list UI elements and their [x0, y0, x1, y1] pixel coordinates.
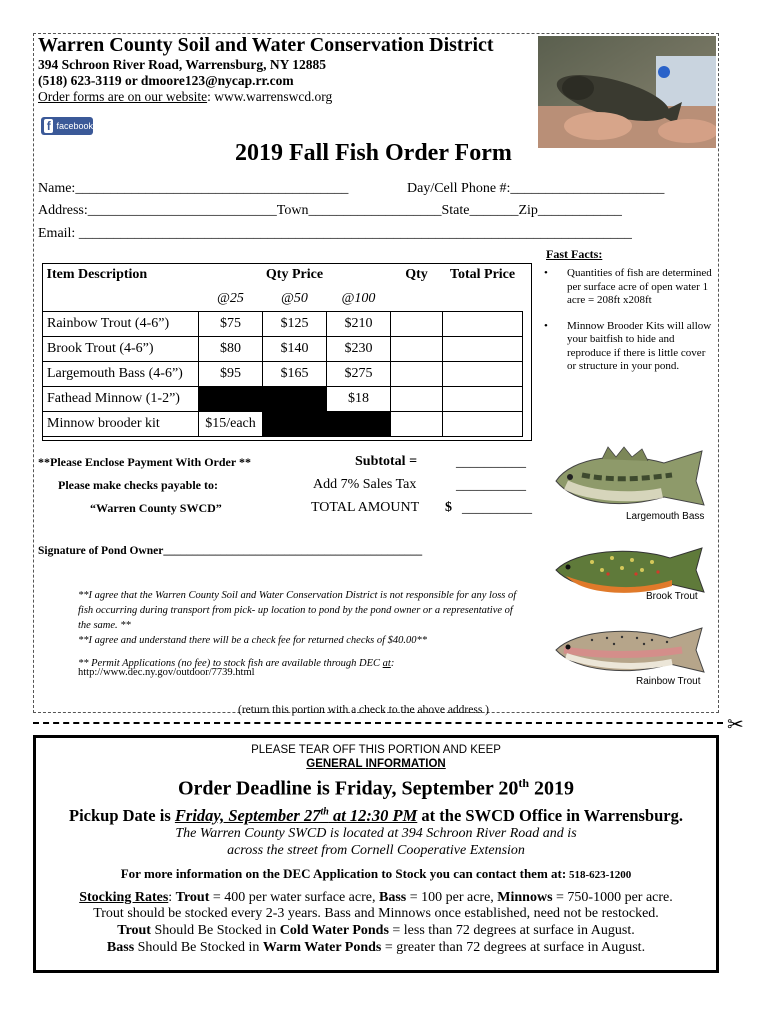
tax-label: Add 7% Sales Tax	[313, 477, 417, 492]
sub-header-100: @100	[341, 291, 376, 306]
restock-note: Trout should be stocked every 2-3 years. Bass and Minnows once established, need not be restocked.	[93, 906, 659, 921]
facebook-icon: f	[44, 119, 53, 133]
org-title: Warren County Soil and Water Conservation District	[38, 34, 494, 56]
bass-temp-text: Should Be Stocked in	[134, 940, 263, 955]
table-row	[43, 412, 523, 437]
website-label: Order forms are on our website	[38, 89, 208, 104]
trout-temp	[36, 923, 716, 939]
website-url: : www.warrenswcd.org	[207, 89, 333, 104]
blocked-cell	[263, 412, 327, 437]
qty-input[interactable]	[391, 362, 443, 387]
total-input[interactable]	[443, 362, 523, 387]
bass-temp-word: Bass	[106, 940, 135, 955]
brook-trout-label: Brook Trout	[646, 591, 698, 602]
blocked-cell	[199, 387, 263, 412]
general-info-heading: GENERAL INFORMATION	[306, 758, 446, 770]
fast-facts-title: Fast Facts:	[546, 247, 603, 261]
price-each: $15/each	[199, 412, 263, 437]
fast-fact-item: • Minnow Brooder Kits will allow your baitfish to hide and reproduce if there is little cover or structure in your pond.	[542, 320, 712, 374]
return-note: (return this portion with a check to the above address )	[238, 704, 490, 716]
permit-at: at	[382, 658, 391, 669]
pickup-suffix: th	[320, 806, 329, 818]
price-100: $210	[327, 312, 391, 337]
fish-photo	[538, 36, 716, 148]
col-qty-header: Qty	[405, 267, 428, 282]
checks-payable: Please make checks payable to:	[58, 478, 218, 492]
facebook-label: facebook	[56, 121, 93, 131]
permit-url[interactable]: http://www.dec.ny.gov/outdoor/7739.html	[78, 667, 255, 678]
price-50: $125	[263, 312, 327, 337]
sub-header-50: @50	[281, 291, 308, 306]
more-info-text: For more information on the DEC Application to Stock you can contact them at:	[120, 866, 567, 881]
phone-field[interactable]: Day/Cell Phone #:______________________	[407, 181, 665, 196]
price-100: $275	[327, 362, 391, 387]
qty-input[interactable]	[391, 412, 443, 437]
pickup-prefix: Pickup Date is	[69, 806, 175, 825]
org-contact: (518) 623-3119 or dmoore123@nycap.rr.com	[38, 73, 294, 88]
table-row	[43, 312, 523, 337]
pickup-date	[36, 806, 716, 826]
qty-input[interactable]	[391, 337, 443, 362]
col-item-header: Item Description	[46, 267, 148, 282]
total-input[interactable]: __________	[462, 501, 532, 516]
table-row	[43, 337, 523, 362]
sub-header-25: @25	[217, 291, 244, 306]
table-row	[43, 387, 523, 412]
warm-water-label: Warm Water Ponds	[262, 940, 382, 955]
agreement-liability: **I agree that the Warren County Soil and Water Conservation District is not responsible for any loss of fish occurring during transport from pick- up location to pond by the pond owner or a representative of the same. **	[78, 590, 517, 631]
more-info	[36, 866, 716, 882]
trout-temp-text: Should Be Stocked in	[150, 923, 280, 938]
cold-water-label: Cold Water Ponds	[279, 923, 389, 938]
cut-line	[33, 722, 723, 724]
payee: “Warren County SWCD”	[90, 501, 222, 515]
address-field[interactable]: Address:___________________________Town___________________State_______Zip____________	[38, 203, 622, 218]
tear-note: PLEASE TEAR OFF THIS PORTION AND KEEP	[251, 744, 501, 756]
price-50: $140	[263, 337, 327, 362]
total-input[interactable]	[443, 312, 523, 337]
order-deadline	[36, 776, 716, 801]
item-cell: Largemouth Bass (4-6”)	[43, 362, 199, 387]
org-website[interactable]	[38, 89, 332, 105]
email-field[interactable]: Email: _______________________________________________________________________________	[38, 226, 632, 241]
largemouth-bass-illustration	[552, 445, 712, 520]
col-qty-price-header: Qty Price	[265, 267, 324, 282]
price-25: $75	[199, 312, 263, 337]
qty-input[interactable]	[391, 312, 443, 337]
fast-facts-list	[542, 267, 712, 386]
trout-word: Trout	[175, 890, 210, 905]
pickup-date-value	[175, 806, 417, 825]
price-25: $80	[199, 337, 263, 362]
signature-line[interactable]: Signature of Pond Owner_____________________________________________	[38, 545, 423, 557]
location-line-2: across the street from Cornell Cooperative Extension	[227, 843, 525, 858]
payment-note: **Please Enclose Payment With Order **	[38, 455, 251, 469]
item-cell: Rainbow Trout (4-6”)	[43, 312, 199, 337]
item-cell: Brook Trout (4-6”)	[43, 337, 199, 362]
total-input[interactable]	[443, 387, 523, 412]
price-25: $95	[199, 362, 263, 387]
name-field[interactable]: Name:_______________________________________	[38, 181, 349, 196]
deadline-year: 2019	[529, 777, 575, 800]
permit-prefix: ** Permit Applications (no fee) to stock fish are available through DEC	[78, 658, 383, 669]
bass-label: Largemouth Bass	[626, 511, 705, 522]
location-line-1: The Warren County SWCD is located at 394 Schroon River Road and is	[175, 826, 577, 841]
total-input[interactable]	[443, 337, 523, 362]
cold-water-def: = less than 72 degrees at surface in August.	[388, 923, 635, 938]
bass-temp	[36, 940, 716, 956]
total-input[interactable]	[443, 412, 523, 437]
total-label: TOTAL AMOUNT	[311, 500, 420, 515]
item-cell: Minnow brooder kit	[43, 412, 199, 437]
deadline-suffix: th	[518, 776, 530, 790]
form-title: 2019 Fall Fish Order Form	[235, 140, 512, 166]
dollar-sign: $	[445, 500, 452, 515]
pickup-time: at 12:30 PM	[328, 806, 418, 825]
stocking-rates-label: Stocking Rates	[79, 890, 169, 905]
minnows-rate: = 750-1000 per acre.	[552, 890, 673, 905]
permit-colon: :	[390, 658, 395, 669]
trout-temp-word: Trout	[117, 923, 151, 938]
price-100: $230	[327, 337, 391, 362]
subtotal-input[interactable]: __________	[456, 455, 526, 470]
facebook-button[interactable]	[41, 117, 93, 135]
subtotal-label: Subtotal =	[355, 454, 418, 469]
scissors-icon: ✂	[727, 714, 744, 736]
trout-rate: = 400 per water surface acre,	[209, 890, 379, 905]
stocking-rates-colon: :	[168, 890, 176, 905]
price-50: $165	[263, 362, 327, 387]
item-cell: Fathead Minnow (1-2”)	[43, 387, 199, 412]
table-row	[43, 362, 523, 387]
rainbow-trout-label: Rainbow Trout	[636, 676, 701, 687]
pickup-location: at the SWCD Office in Warrensburg.	[417, 806, 683, 825]
price-100: $18	[327, 387, 391, 412]
rainbow-trout-illustration	[552, 618, 712, 685]
agreement-check-fee: **I agree and understand there will be a check fee for returned checks of $40.00**	[78, 635, 428, 646]
deadline-text: Order Deadline is Friday, September 20	[177, 777, 519, 800]
blocked-cell	[327, 412, 391, 437]
pickup-date-text: Friday, September 27	[174, 806, 321, 825]
col-total-header: Total Price	[449, 267, 516, 282]
dec-phone: 518-623-1200	[566, 869, 632, 881]
bass-word: Bass	[378, 890, 407, 905]
warm-water-def: = greater than 72 degrees at surface in August.	[381, 940, 646, 955]
tax-input[interactable]: __________	[456, 478, 526, 493]
bass-rate: = 100 per acre,	[406, 890, 498, 905]
blocked-cell	[263, 387, 327, 412]
minnows-word: Minnows	[497, 890, 553, 905]
org-address: 394 Schroon River Road, Warrensburg, NY 12885	[38, 57, 327, 72]
qty-input[interactable]	[391, 387, 443, 412]
stocking-rates	[36, 890, 716, 906]
order-table	[42, 263, 523, 437]
fast-fact-item: • Quantities of fish are determined per surface acre of open water 1 acre = 208ft x208ft	[542, 267, 712, 308]
